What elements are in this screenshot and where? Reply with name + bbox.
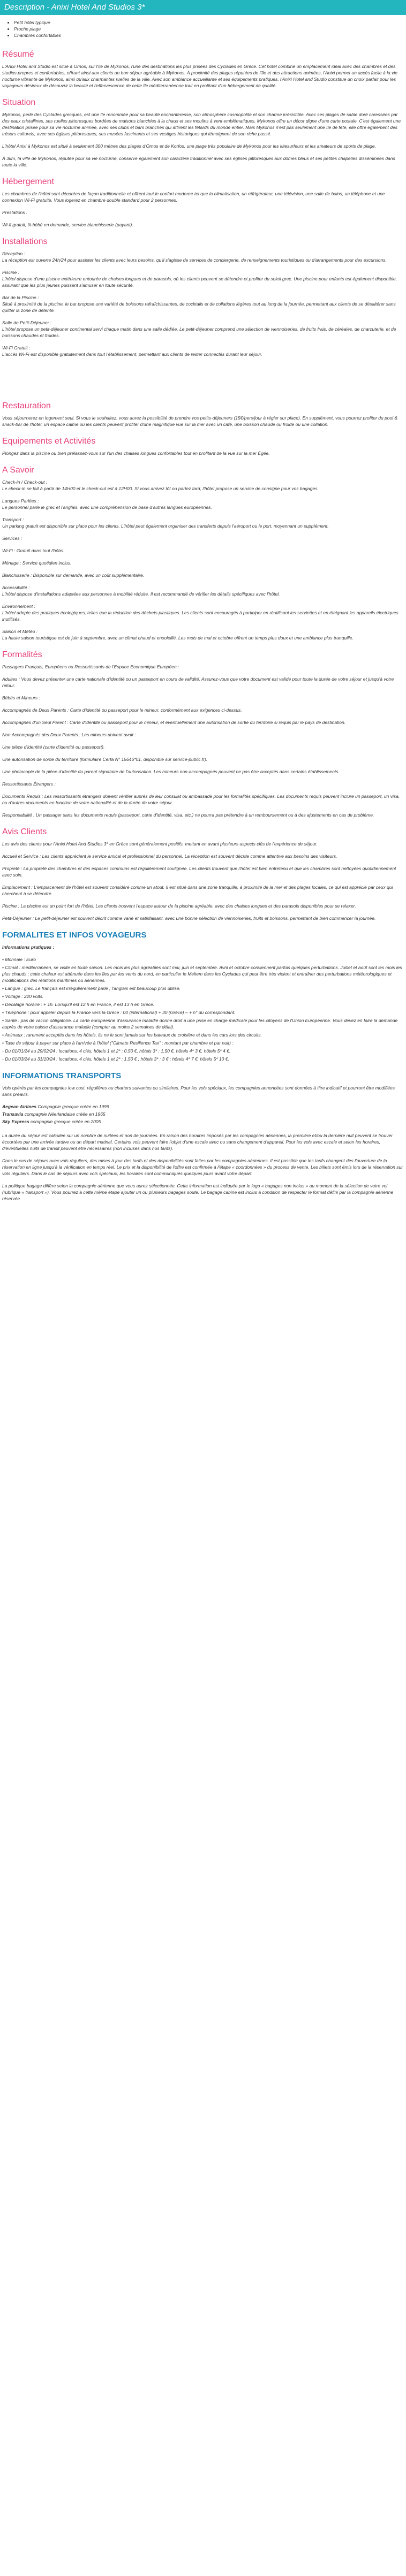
resume-text: L'Anixi Hotel and Studio est situé à Ornos, sur l'île de Mykonos, l'une des destinations les plus prisées des Cyclades en Grèce. Cet hôtel combine un emplacement idéal avec des chambres et des studios propres et confortables, offrant ainsi aux clients un bon séjour agréable à Mykonos. À proximité des plages réputées de l'île et des attractions animées, l'Anixi permet un accès facile à la vie nocturne vibrante de Mykonos, ainsi qu'aux charmantes ruelles de la ville. Avec son ambiance accueillante et ses équipements pratiques, l'Anixi Hotel and Studio constitue un choix parfait pour les voyageurs désireux de découvrir la beauté et l'effervescence de cette île méditerranéenne tout en profitant d'un hébergement de qualité. bbox=[2, 64, 397, 88]
a-savoir-paragraph: Environnement : L'hôtel adopte des pratiques écologiques, telles que la réduction des déchets plastiques. Les clients sont encouragés à participer en réutilisant les serviettes et en éteignant les appareils électriques inutilisés. bbox=[2, 604, 399, 622]
spacer bbox=[2, 363, 404, 392]
section-title-a-savoir: A Savoir bbox=[2, 466, 34, 475]
hebergement-paragraph: Les chambres de l'hôtel sont décorées de façon traditionnelle et offrent tout le confort moderne tel que la climatisation, un réfrigérateur, une télévision, une salle de bains, un téléphone et une connexion Wi-Fi gratuite. Vous logerez en chambre double standard pour 2 personnes. bbox=[2, 191, 385, 203]
section-title-transports: INFORMATIONS TRANSPORTS bbox=[2, 1071, 122, 1080]
formalites-paragraph: Une pièce d'identité (carte d'identité ou passeport). bbox=[2, 744, 105, 750]
avis-paragraph: Les avis des clients pour l'Anixi Hotel And Studios 3* en Grèce sont généralement positifs, mettant en avant plusieurs aspects clés de l'expérience de séjour. bbox=[2, 841, 318, 847]
formalites-infos-item: - Du 01/01/24 au 29/02/24 : locations, 4 clés, hôtels 1 et 2* : 0,50 €, hôtels 3* : 1,50 €, hôtels 4* 3 €, hôtels 5* 4 €. bbox=[2, 1048, 231, 1054]
avis-paragraph: Emplacement : L'emplacement de l'hôtel est souvent considéré comme un atout. Il est situé dans une zone tranquille, à proximité de la mer et des plages locales, ce qui est apprécié par ceux qui cherchent à se détendre. bbox=[2, 885, 393, 896]
installations-paragraph: Piscine : L'hôtel dispose d'une piscine extérieure entourée de chaises longues et de parasols, où les clients peuvent se détendre et profiter du soleil grec. Une piscine pour enfants est également disponible, assurant que les plus jeunes puissent s'amuser en toute sécurité. bbox=[2, 270, 397, 288]
avis-paragraph: Propreté : La propreté des chambres et des espaces communs est régulièrement soulignée. Les clients trouvent que l'hôtel est bien entretenu et que les chambres sont nettoyées quotidiennement avec soin. bbox=[2, 866, 396, 878]
highlight-item: • Petit hôtel typique bbox=[14, 19, 404, 26]
airline-desc: compagnie Néerlandaise créée en 1965 bbox=[24, 1111, 106, 1117]
airline-name: Transavia bbox=[2, 1111, 24, 1117]
airline-item bbox=[2, 1103, 404, 1110]
formalites-paragraph: Non Accompagnés des Deux Parents : Les mineurs doivent avoir : bbox=[2, 732, 137, 737]
hebergement-paragraph: Wi-fi gratuit, lit-bébé en demande, service blanchisserie (payant). bbox=[2, 222, 133, 227]
formalites-paragraph: Documents Requis : Les ressortissants étrangers doivent vérifier auprès de leur consulat ou ambassade pour les formalités spécifiques. Les documents requis peuvent inclure un passeport, un visa, ou d'autres documents en fonction de votre nationalité et de la durée de votre séjour. bbox=[2, 794, 400, 805]
a-savoir-paragraph: Services : bbox=[2, 536, 22, 541]
content bbox=[0, 15, 406, 1202]
a-savoir-paragraph: Transport : Un parking gratuit est disponible sur place pour les clients. L'hôtel peut également organiser des transferts depuis l'aéroport ou le port, moyennant un supplément. bbox=[2, 517, 329, 529]
formalites-infos-item: • Taxe de séjour à payer sur place à l'arrivée à l'hôtel ("Climate Resilience Tax" : montant par chambre et par nuit) : bbox=[2, 1040, 234, 1046]
transports-intro: Vols opérés par les compagnies low cost, régulières ou charters suivantes ou similaires. Pour les vols spéciaux, les compagnies annoncées sont données à titre indicatif et pourront être modifiées sans préavis. bbox=[2, 1085, 395, 1097]
formalites-paragraph: Une photocopie de la pièce d'identité du parent signataire de l'autorisation. Les mineurs non-accompagnés peuvent ne pas être acceptés dans certains établissements. bbox=[2, 769, 340, 774]
installations-paragraph: Salle de Petit-Déjeuner : L'hôtel propose un petit-déjeuner continental servi chaque matin dans une salle dédiée. Le petit-déjeuner comprend une sélection de viennoiseries, de fruits frais, de céréales, de charcuterie, et de boissons chaudes et froides. bbox=[2, 320, 396, 338]
highlight-item: • Chambres confortables bbox=[14, 32, 404, 39]
formalites-paragraph: Accompagnés d'un Seul Parent : Carte d'identité ou passeport pour le mineur, et éventuellement une autorisation de sortie du territoire si requis par le pays de destination. bbox=[2, 720, 346, 725]
airline-item bbox=[2, 1111, 404, 1117]
transports-paragraph: La durée du séjour est calculée sur un nombre de nuitées et non de journées. En raison des horaires imposés par les compagnies aériennes, la première et/ou la dernière nuit peuvent se trouver écourtées par une arrivée tardive ou un départ matinal. Certains vols peuvent faire l'objet d'une escale avec ou sans changement d'appareil. Pour les vols avec escale et selon les horaires, d'éventuelles nuits de transit peuvent être nécessaires (non incluses dans nos tarifs). bbox=[2, 1133, 393, 1151]
airline-item bbox=[2, 1118, 404, 1125]
a-savoir-paragraph: Ménage : Service quotidien inclus. bbox=[2, 560, 72, 566]
section-title-formalites: Formalités bbox=[2, 650, 42, 659]
section-title-formalites-infos: FORMALITES ET INFOS VOYAGEURS bbox=[2, 931, 147, 940]
section-title-equipements: Equipements et Activités bbox=[2, 437, 96, 446]
avis-paragraph: Piscine : La piscine est un point fort de l'hôtel. Les clients trouvent l'espace autour de la piscine agréable, avec des chaises longues et des parasols disponibles pour se relaxer. bbox=[2, 903, 356, 909]
transports-paragraph: La politique bagage diffère selon la compagnie aérienne que vous aurez sélectionnée. Cette information est indiquée par le logo « bagages non inclus » au moment de la sélection de votre vol (rubrique « transport »). Vous pourrez à cette même étape ajouter un ou plusieurs bagages soute. Le bagage cabine est inclus à condition de respecter le format défini par la compagnie aérienne réservée. bbox=[2, 1183, 394, 1201]
formalites-infos-list bbox=[2, 956, 404, 1062]
formalites-paragraph: Accompagnés de Deux Parents : Carte d'identité ou passeport pour le mineur, conformément aux exigences ci-dessus. bbox=[2, 707, 242, 713]
section-title-hebergement: Hébergement bbox=[2, 177, 54, 186]
a-savoir-paragraph: Accessibilité : L'hôtel dispose d'installations adaptées aux personnes à mobilité réduite. Il est recommandé de vérifier les détails spécifiques avec l'hôtel. bbox=[2, 585, 280, 597]
situation-paragraph: À 3km, la ville de Mykonos, réputée pour sa vie nocturne, conserve également son caractère traditionnel avec ses églises pittoresques aux dômes bleus et ses petites chapelles disséminées dans toute la ville. bbox=[2, 156, 395, 167]
formalites-infos-item: • Monnaie : Euro bbox=[2, 957, 36, 962]
situation-paragraph: Mykonos, perle des Cyclades grecques, est une île renommée pour sa beauté enchanteresse, son atmosphère cosmopolite et son charme irrésistible. Avec ses plages de sable doré caressées par des eaux cristallines, ses ruelles pittoresques bordées de maisons blanchies à la chaux et ses moulins à vent emblématiques, Mykonos offre un décor digne d'une carte postale. C'est également une destination prisée pour sa vie nocturne animée, avec ses clubs et bars branchés qui attirent les fêtards du monde entier. Mais Mykonos n'est pas seulement une île de fête, elle offre également des trésors culturels, avec ses églises pittoresques, ses musées fascinants et ses vestiges historiques qui témoignent de son riche passé. bbox=[2, 112, 401, 136]
formalites-paragraph: Ressortissants Étrangers : bbox=[2, 781, 56, 787]
restauration-text: Vous séjournerez en logement seul. Si vous le souhaitez, vous aurez la possibilité de prendre vos petits-déjeuners (15€/pers/jour à régler sur place). En supplément, vous pourrez profiter du pool & snack-bar de l'hôtel, un espace calme où les clients peuvent profiter d'une magnifique vue sur la mer avec un café, une boisson chaude ou froide ou une collation. bbox=[2, 415, 398, 427]
formalites-infos-item: • Voltage : 220 volts. bbox=[2, 994, 44, 999]
formalites-paragraph: Bébés et Mineurs : bbox=[2, 695, 40, 700]
a-savoir-paragraph: Saison et Météo : La haute saison touristique est de juin à septembre, avec un climat chaud et ensoleillé. Les mois de mai et octobre offrent un temps plus doux et une ambiance plus tranquille. bbox=[2, 629, 354, 641]
installations-paragraph: Réception : La réception est ouverte 24h/24 pour assister les clients avec leurs besoins, qu'il s'agisse de services de conciergerie, de renseignements touristiques ou d'arrangements pour des excursions. bbox=[2, 251, 387, 263]
formalites-paragraph: Responsabilité : Un passager sans les documents requis (passeport, carte d'identité, visa, etc.) ne pourra pas prétendre à un remboursement ou à des ajustements en cas de problème. bbox=[2, 812, 374, 818]
section-title-restauration: Restauration bbox=[2, 401, 51, 410]
page-title: Description - Anixi Hotel And Studios 3* bbox=[0, 0, 406, 15]
a-savoir-paragraph: Langues Parlées : Le personnel parle le grec et l'anglais, avec une compréhension de base d'autres langues européennes. bbox=[2, 498, 212, 510]
airline-desc: compagnie grecque créée en 2005 bbox=[30, 1119, 101, 1124]
formalites-paragraph: Adultes : Vous devez présenter une carte nationale d'identité ou un passeport en cours de validité. Assurez-vous que votre document est valide pour toute la durée de votre séjour et jusqu'à votre retour. bbox=[2, 676, 394, 688]
section-title-installations: Installations bbox=[2, 237, 48, 246]
equipements-text: Plongez dans la piscine ou bien prélassez-vous sur l'un des chaises longues confortables tout en profitant de la vue sur la mer Égée. bbox=[2, 451, 270, 456]
transports-paragraph: Dans le cas de séjours avec vols réguliers, des mises à jour des tarifs et des disponibilités sont faites par les compagnies aériennes. Il est possible que les tarifs changent dès l'ouverture de la réservation en ligne jusqu'à la vérification en temps réel. Le prix et la disponibilité de l'offre est confirmée à l'étape « coordonnées » du process de vente. Les billets sont émis lors de la réservation sur vols réguliers. Dans le cas de séjours avec vols spéciaux, les horaires sont communiqués quelques jours avant votre départ. bbox=[2, 1158, 403, 1176]
formalites-paragraph: Une autorisation de sortie du territoire (formulaire Cerfa N° 15646*01, disponible sur service-public.fr). bbox=[2, 757, 208, 762]
airline-name: Aegean Airlines bbox=[2, 1104, 36, 1109]
formalites-infos-item: • Climat : méditerranéen, se visite en toute saison. Les mois les plus agréables sont mai, juin et septembre. Avril et octobre conviennent parfois quelques perturbations. Juillet et août sont les mois les plus chauds ; cette chaleur est atténuée dans les îles par les vents du nord, en particulier le Meltem dans les Cyclades qui peut être très violent et entraîner des perturbations météorologiques et modifications des relations maritimes ou aériennes. bbox=[2, 965, 402, 983]
airline-name: Sky Express bbox=[2, 1119, 29, 1124]
formalites-infos-item: • Téléphone : pour appeler depuis la France vers la Grèce : 00 (international) + 30 (Grèce) – + n° du correspondant. bbox=[2, 1010, 236, 1015]
a-savoir-paragraph: Wi-Fi : Gratuit dans tout l'hôtel. bbox=[2, 548, 65, 553]
formalites-infos-item: - Du 01/03/24 au 31/10/24 : locations, 4 clés, hôtels 1 et 2* : 1,50 € ; hôtels 3* : 3 € ; hôtels 4* 7 €, hôtels 5* 10 €. bbox=[2, 1056, 229, 1062]
avis-paragraph: Accueil et Service : Les clients apprécient le service amical et professionnel du personnel. La réception est souvent décrite comme attentive aux besoins des visiteurs. bbox=[2, 853, 337, 859]
highlight-item: • Proche plage bbox=[14, 26, 404, 32]
formalites-infos-item: • Santé : pas de vaccin obligatoire. La carte européenne d'assurance maladie donne droit à une prise en charge médicale pour les citoyens de l'Union Européenne. Vous devez en faire la demande auprès de votre caisse d'assurance maladie (compter au moins 2 semaines de délai). bbox=[2, 1018, 398, 1030]
installations-paragraph: Bar de la Piscine : Situé à proximité de la piscine, le bar propose une variété de boissons rafraîchissantes, de cocktails et de collations légères tout au long de la journée, permettant aux clients de se désaltérer sans quitter la zone de détente. bbox=[2, 295, 396, 313]
a-savoir-paragraph: Check-in / Check-out : Le check-in se fait à partir de 14H00 et le check-out est à 12H00. Si vous arrivez tôt ou partez tard, l'hôtel propose un service de consigne pour vos bagages. bbox=[2, 479, 319, 491]
a-savoir-paragraph: Blanchisserie : Disponible sur demande, avec un coût supplémentaire. bbox=[2, 573, 145, 578]
section-title-avis: Avis Clients bbox=[2, 827, 47, 836]
formalites-infos-item: • Animaux : rarement acceptés dans les hôtels, ils ne le sont jamais sur les bateaux de croisière et dans les cars lors des circuits. bbox=[2, 1032, 262, 1038]
formalites-infos-item: • Langue : grec. Le français est irrégulièrement parlé ; l'anglais est beaucoup plus utilisé. bbox=[2, 986, 181, 991]
formalites-infos-subtitle: Informations pratiques : bbox=[2, 944, 55, 950]
formalites-paragraph: Passagers Français, Européens ou Ressortissants de l'Espace Economique Européen : bbox=[2, 664, 179, 669]
section-title-situation: Situation bbox=[2, 98, 36, 107]
avis-paragraph: Petit-Déjeuner : Le petit-déjeuner est souvent décrit comme varié et satisfaisant, avec une bonne sélection de viennoiseries, fruits et boissons, permettant de bien commencer la journée. bbox=[2, 916, 376, 921]
installations-paragraph: Wi-Fi Gratuit : L'accès Wi-Fi est disponible gratuitement dans tout l'établissement, permettant aux clients de rester connectés durant leur séjour. bbox=[2, 345, 262, 357]
situation-paragraph: L'hôtel Anixi à Mykonos est situé à seulement 300 mètres des plages d'Ornos et de Korfos, une plage très populaire de Mykonos pour les kitesurfeurs et les amateurs de sports de plage. bbox=[2, 143, 376, 149]
highlights-list bbox=[2, 19, 404, 39]
airline-desc: Compagnie grecque créée en 1999 bbox=[37, 1104, 109, 1109]
formalites-infos-item: • Décalage horaire : + 1h. Lorsqu'il est 12 h en France, il est 13 h en Grèce. bbox=[2, 1002, 155, 1007]
section-title-resume: Résumé bbox=[2, 50, 34, 59]
page bbox=[0, 0, 406, 1202]
hebergement-paragraph: Prestations : bbox=[2, 210, 28, 215]
airlines-list bbox=[2, 1103, 404, 1125]
